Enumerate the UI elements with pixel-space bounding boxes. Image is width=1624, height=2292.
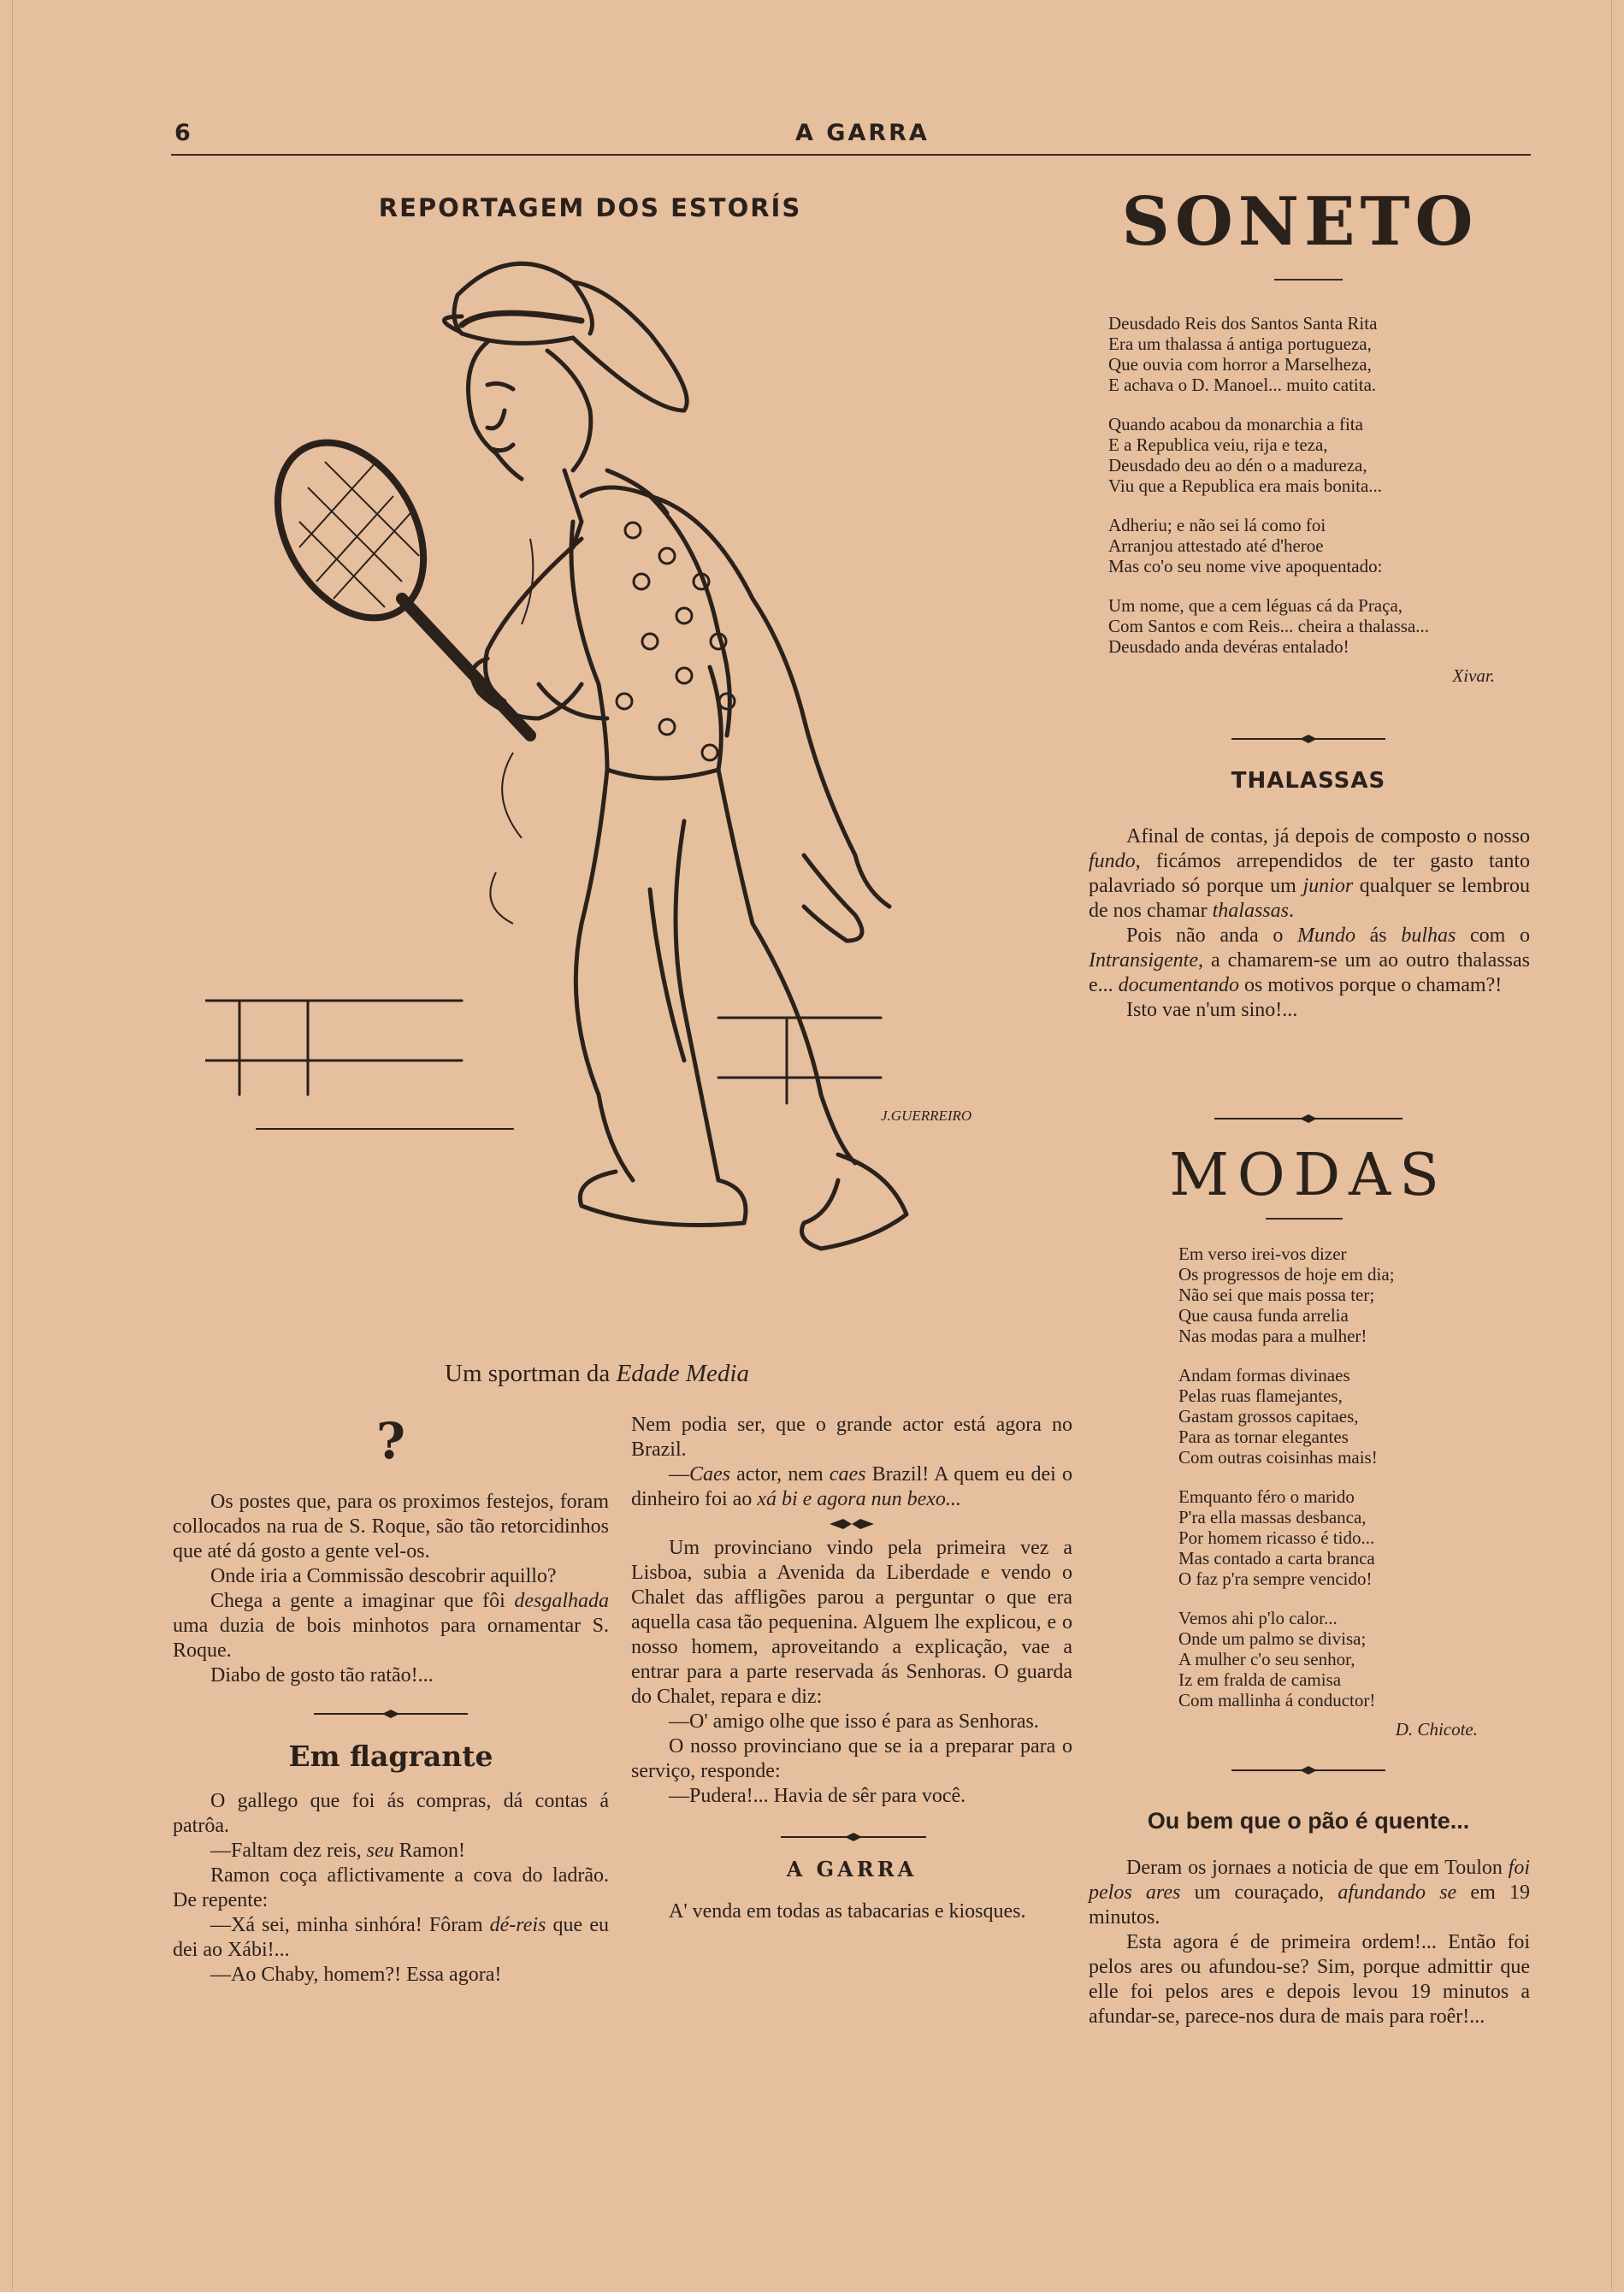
question-title: ?	[376, 1412, 405, 1470]
question-paragraph: Chega a gente a imaginar que fôi desgalhada uma duzia de bois minhotos para ornamentar S. Roque.	[173, 1590, 609, 1662]
quente-paragraph: Esta agora é de primeira ordem!... Então foi pelos ares ou afundou-se? Sim, porque admittir que elle foi pelos ares e depois levou 19 minutos a afundar-se, parece-nos dura de mais para roêr!...	[1089, 1931, 1530, 2028]
illustration-caption: Um sportman da Edade Media	[445, 1360, 749, 1387]
modas-poem	[1178, 1243, 1503, 1740]
flagrante-paragraph: Ramon coça aflictivamente a cova do ladrão. De repente:	[173, 1864, 609, 1911]
header-rule	[171, 154, 1531, 156]
quente-title: Ou bem que o pão é quente...	[1147, 1808, 1470, 1834]
middle-paragraph: O nosso provinciano que se ia a preparar para o serviço, responde:	[631, 1735, 1072, 1782]
thalassas-title: THALASSAS	[1231, 768, 1386, 794]
modas-signature: D. Chicote.	[1395, 1719, 1478, 1740]
thalassas-paragraph: Pois não anda o Mundo ás bulhas com o Intransigente, a chamarem-se um ao outro thalassas e... documentando os motivos porque o chamam?!	[1089, 924, 1530, 996]
thalassas-paragraph: Isto vae n'um sino!...	[1126, 999, 1298, 1021]
flagrante-paragraph: —Ao Chaby, homem?! Essa agora!	[210, 1964, 502, 1986]
reportagem-title: REPORTAGEM DOS ESTORÍS	[378, 193, 802, 222]
left-column	[173, 1411, 609, 1988]
soneto-poem	[1108, 313, 1502, 686]
middle-column	[631, 1413, 1072, 1924]
middle-paragraph: Nem podia ser, que o grande actor está agora no Brazil.	[631, 1414, 1072, 1461]
section-ornament	[173, 1697, 609, 1731]
section-ornament	[1214, 1108, 1403, 1129]
masthead: A GARRA	[795, 120, 930, 146]
quente-paragraph: Deram os jornaes a noticia de que em Toulon foi pelos ares um couraçado, afundando se em 19 minutos.	[1089, 1857, 1530, 1929]
soneto-stanza: Um nome, que a cem léguas cá da Praça, Com Santos e com Reis... cheira a thalassa... Deusdado anda devéras entalado!	[1108, 595, 1429, 657]
soneto-signature: Xivar.	[1452, 665, 1495, 686]
scan-edge	[12, 0, 13, 2292]
middle-paragraph: —Pudera!... Havia de sêr para você.	[669, 1785, 966, 1807]
scan-edge	[1611, 0, 1612, 2292]
title-underline	[1266, 1218, 1343, 1220]
artist-signature: J.GUERREIRO	[881, 1108, 972, 1124]
soneto-stanza: Deusdado Reis dos Santos Santa Rita Era um thalassa á antiga portugueza, Que ouvia com horror a Marselheza, E achava o D. Manoel... muito catita.	[1108, 313, 1378, 395]
question-paragraph: Onde iria a Commissão descobrir aquillo?	[210, 1565, 557, 1587]
caption-italic: Edade Media	[616, 1360, 749, 1387]
flagrante-paragraph: —Faltam dez reis, seu Ramon!	[210, 1840, 465, 1862]
flagrante-title: Em flagrante	[288, 1740, 493, 1773]
garra-text: A' venda em todas as tabacarias e kiosques.	[669, 1900, 1026, 1923]
section-ornament	[1231, 729, 1385, 749]
section-ornament	[1231, 1760, 1385, 1781]
modas-stanza: Andam formas divinaes Pelas ruas flamejantes, Gastam grossos capitaes, Para as tornar elegantes Com outras coisinhas mais!	[1178, 1365, 1378, 1468]
soneto-stanza: Quando acabou da monarchia a fita E a Republica veiu, rija e teza, Deusdado deu ao dén o a madureza, Viu que a Republica era mais bonita...	[1108, 414, 1383, 496]
garra-title: A GARRA	[786, 1857, 918, 1881]
soneto-title: SONETO	[1121, 183, 1479, 261]
modas-stanza: Emquanto féro o marido P'ra ella massas desbanca, Por homem ricasso é tido... Mas contado a carta branca O faz p'ra sempre vencido!	[1178, 1486, 1375, 1589]
section-ornament	[631, 1817, 1072, 1857]
flagrante-paragraph: O gallego que foi ás compras, dá contas á patrôa.	[173, 1790, 609, 1837]
middle-paragraph: —O' amigo olhe que isso é para as Senhoras.	[669, 1710, 1039, 1733]
thalassas-paragraph: Afinal de contas, já depois de composto o nosso fundo, ficámos arrependidos de ter gasto tanto palavriado só porque um junior qualquer se lembrou de nos chamar thalassas.	[1089, 825, 1531, 922]
modas-title: MODAS	[1169, 1142, 1448, 1209]
tennis-player-illustration	[205, 239, 1026, 1368]
modas-stanza: Em verso irei-vos dizer Os progressos de hoje em dia; Não sei que mais possa ter; Que causa funda arrelia Nas modas para a mulher!	[1178, 1243, 1395, 1346]
thalassas-text	[1089, 824, 1530, 1023]
middle-paragraph: —Caes actor, nem caes Brazil! A quem eu dei o dinheiro foi ao xá bi e agora nun bexo...	[631, 1463, 1072, 1510]
question-paragraph: Diabo de gosto tão ratão!...	[210, 1664, 434, 1687]
modas-stanza: Vemos ahi p'lo calor... Onde um palmo se divisa; A mulher c'o seu senhor, Iz em fralda de camisa Com mallinha á conductor!	[1178, 1608, 1376, 1710]
question-paragraph: Os postes que, para os proximos festejos, foram collocados na rua de S. Roque, são tão retorcidinhos que até dá gosto a gente vel-os.	[173, 1491, 609, 1562]
quente-text	[1089, 1856, 1530, 2029]
page-number: 6	[174, 120, 193, 146]
small-ornament	[631, 1512, 1072, 1536]
soneto-stanza: Adheriu; e não sei lá como foi Arranjou attestado até d'heroe Mas co'o seu nome vive apoquentado:	[1108, 515, 1383, 576]
middle-paragraph: Um provinciano vindo pela primeira vez a Lisboa, subia a Avenida da Liberdade e vendo o Chalet das affligões parou a perguntar o que era aquella casa tão pequenina. Alguem lhe explicou, e o nosso homem, aproveitando a explicação, vae a entrar para a parte reservada ás Senhoras. O guarda do Chalet, repara e diz:	[631, 1537, 1072, 1708]
title-underline	[1274, 279, 1343, 281]
flagrante-paragraph: —Xá sei, minha sinhóra! Fôram dé-reis que eu dei ao Xábi!...	[173, 1914, 609, 1961]
